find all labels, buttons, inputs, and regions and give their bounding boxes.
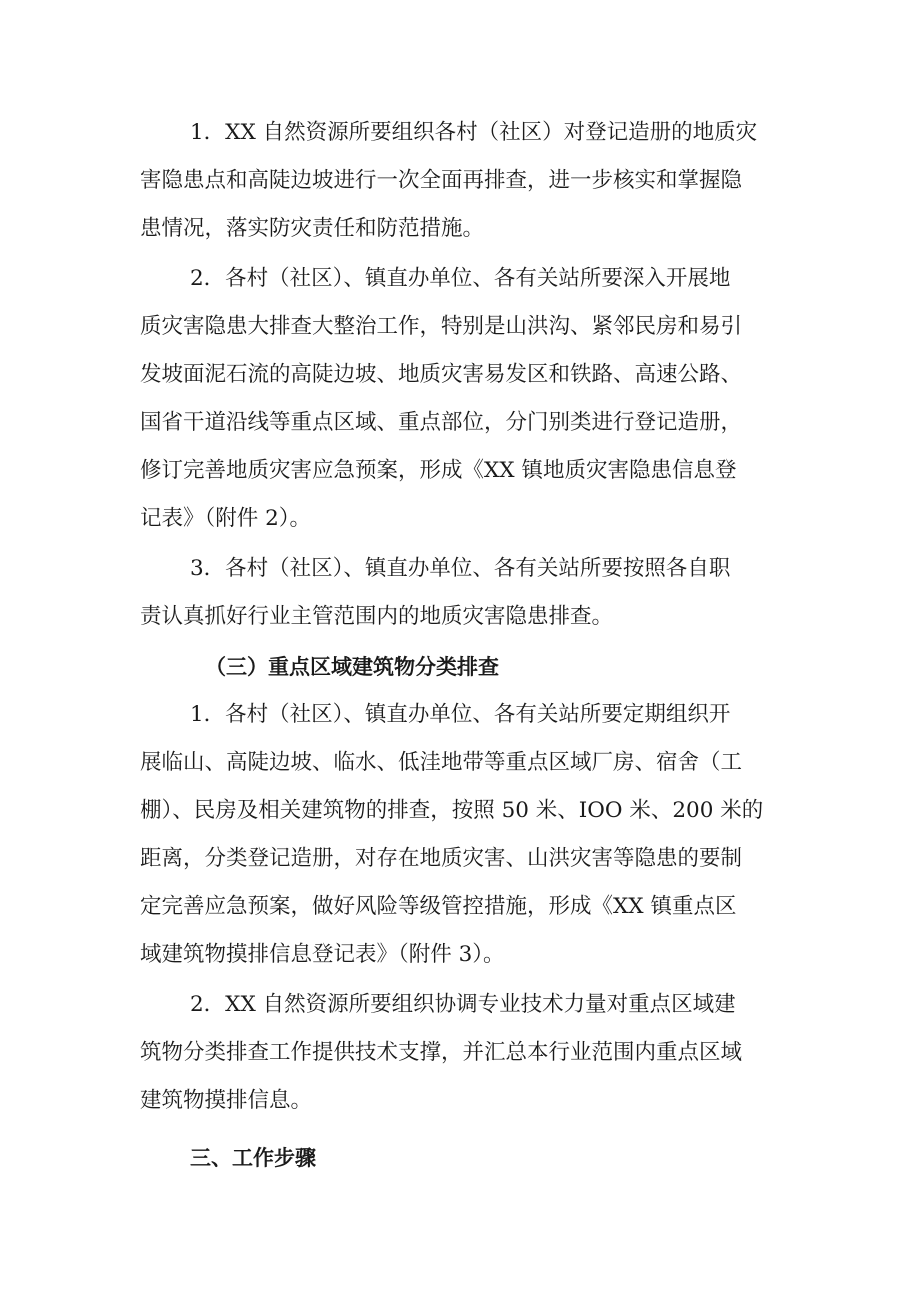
- s3-item-1-line-5: 定完善应急预案，做好风险等级管控措施，形成《XX 镇重点区: [140, 894, 737, 919]
- item-1-line-3: 患情况，落实防灾责任和防范措施。: [140, 216, 485, 241]
- s3-item-2-line-1: 2．XX 自然资源所要组织协调专业技术力量对重点区域建: [190, 992, 736, 1017]
- s3-item-1-line-1: 1．各村（社区）、镇直办单位、各有关站所要定期组织开: [190, 702, 731, 727]
- s3-item-2-line-3: 建筑物摸排信息。: [140, 1088, 313, 1113]
- s3-item-1-line-6: 域建筑物摸排信息登记表》（附件 3）。: [140, 942, 505, 967]
- item-2-line-5: 修订完善地质灾害应急预案，形成《XX 镇地质灾害隐患信息登: [140, 458, 737, 483]
- s3-item-2-line-2: 筑物分类排查工作提供技术支撑，并汇总本行业范围内重点区域: [140, 1040, 743, 1065]
- item-3-line-2: 责认真抓好行业主管范围内的地质灾害隐患排查。: [140, 604, 614, 629]
- s3-item-1-line-4: 距离，分类登记造册，对存在地质灾害、山洪灾害等隐患的要制: [140, 846, 743, 871]
- s3-item-1-line-2: 展临山、高陡边坡、临水、低洼地带等重点区域厂房、宿舍（工: [140, 750, 743, 775]
- item-2-line-4: 国省干道沿线等重点区域、重点部位，分门别类进行登记造册，: [140, 410, 743, 435]
- item-2-line-6: 记表》（附件 2）。: [140, 506, 312, 531]
- chapter-3-heading: 三、工作步骤: [190, 1146, 316, 1170]
- item-1-line-1: 1．XX 自然资源所要组织各村（社区）对登记造册的地质灾: [190, 120, 758, 145]
- item-2-line-1: 2．各村（社区）、镇直办单位、各有关站所要深入开展地: [190, 266, 731, 291]
- section-3-heading: （三）重点区域建筑物分类排查: [205, 655, 499, 679]
- item-1-line-2: 害隐患点和高陡边坡进行一次全面再排查，进一步核实和掌握隐: [140, 168, 743, 193]
- item-2-line-2: 质灾害隐患大排查大整治工作，特别是山洪沟、紧邻民房和易引: [140, 314, 743, 339]
- item-2-line-3: 发坡面泥石流的高陡边坡、地质灾害易发区和铁路、高速公路、: [140, 362, 743, 387]
- s3-item-1-line-3: 棚）、民房及相关建筑物的排查，按照 50 米、IOO 米、200 米的: [140, 798, 764, 823]
- item-3-line-1: 3．各村（社区）、镇直办单位、各有关站所要按照各自职: [190, 556, 731, 581]
